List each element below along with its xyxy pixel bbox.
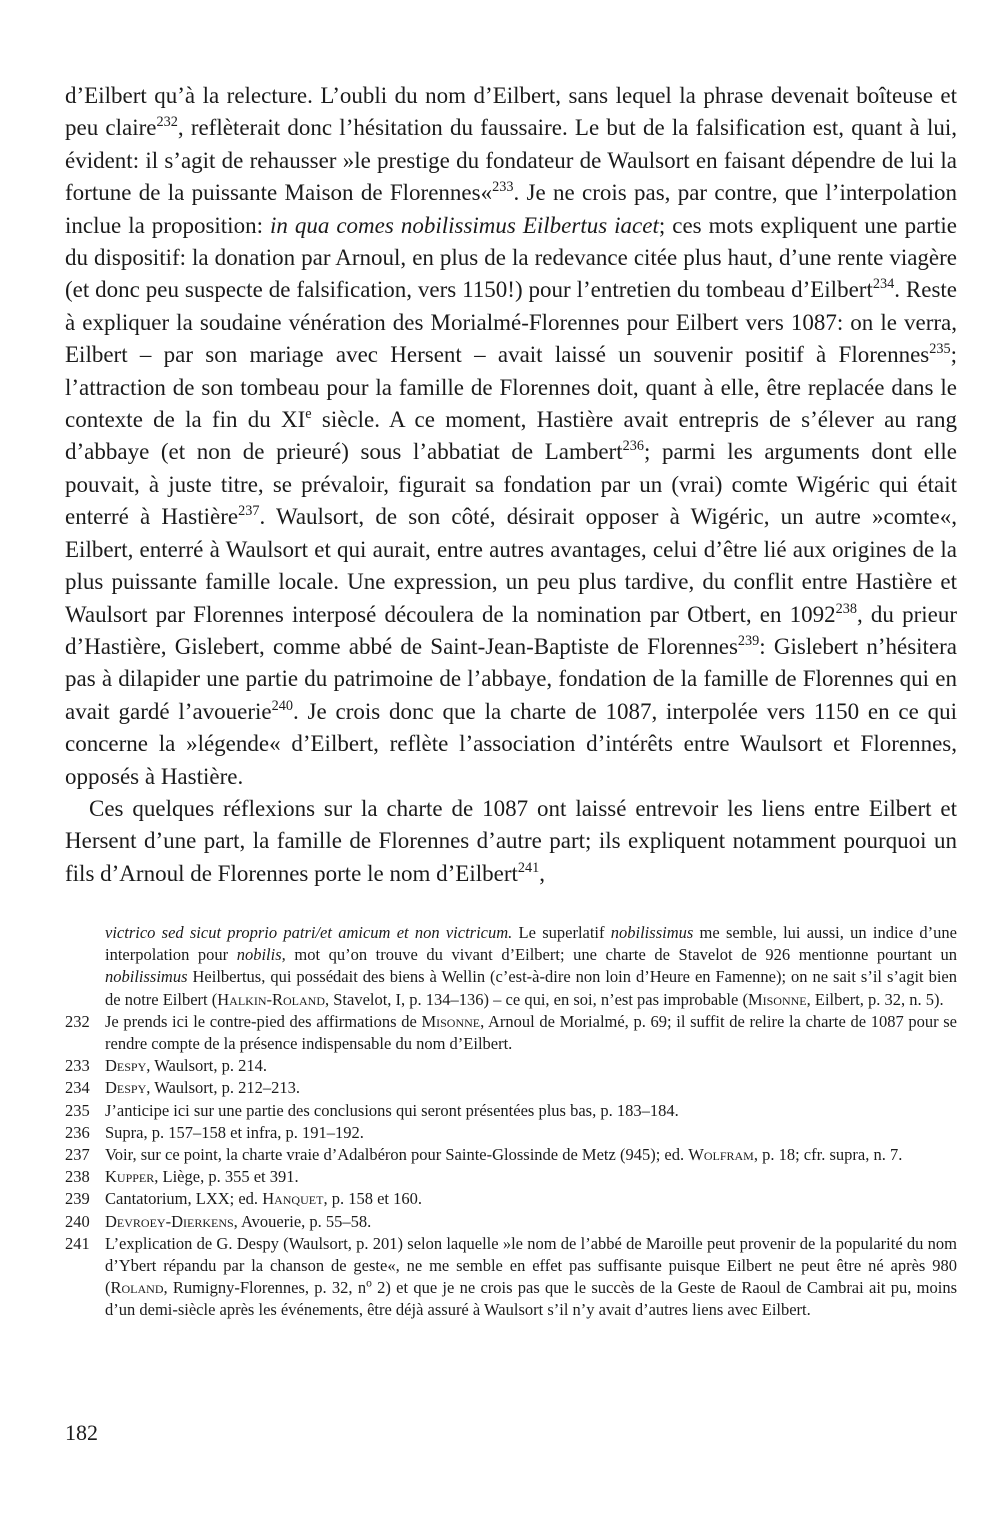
- footnote-text: [105, 1166, 957, 1188]
- author-name: Despy: [105, 1078, 147, 1098]
- author-name: Despy: [105, 1056, 147, 1076]
- text-run: ; parmi les arguments dont elle pouvait, à juste titre, se prévaloir, figurait sa fondation par un (vrai) comte Wigéric qui était enterré à Hastière: [65, 439, 957, 530]
- author-name: Misonne: [421, 1011, 481, 1031]
- text-run: Voir, sur ce point, la charte vraie d’Adalbéron pour Sainte-Glossinde de Metz (945); ed.: [105, 1145, 689, 1165]
- text-run: , Arnoul de Morialmé, p. 69; il suffit de relire la charte de 1087 pour se rendre compte de la présence indispensable du nom d’Eilbert.: [105, 1011, 958, 1054]
- century-suffix: e: [305, 406, 312, 423]
- author-name: Kupper: [105, 1167, 155, 1187]
- footnote-number: 232: [65, 1011, 90, 1031]
- text-run: , Liège, p. 355 et 391.: [154, 1167, 299, 1187]
- footnote-ref-239[interactable]: 239: [737, 633, 760, 650]
- main-text: [65, 80, 957, 890]
- author-name: Halkin-Roland: [217, 989, 325, 1009]
- footnote-237: [65, 1144, 957, 1166]
- author-name: Wolfram: [688, 1145, 754, 1165]
- text-run: me semble, lui aussi, un indice d’une interpolation pour: [105, 923, 957, 965]
- footnote-text: Supra, p. 157–158 et infra, p. 191–192.: [105, 1122, 364, 1142]
- footnote-ref-241[interactable]: 241: [517, 859, 540, 876]
- text-run: ; l’attraction de son tombeau pour la famille de Florennes doit, quant à elle, être replacée dans le contexte de la fin du XI: [65, 342, 957, 433]
- footnote-238: [65, 1166, 957, 1188]
- footnote-text: [105, 1233, 957, 1322]
- footnote-ref-236[interactable]: 236: [622, 438, 644, 455]
- latin-term: nobilissimus: [105, 967, 188, 987]
- latin-quote: in qua comes nobilissimus Eilbertus iacet: [269, 212, 659, 238]
- footnote-ref-240[interactable]: 240: [271, 697, 293, 714]
- text-run: , reflèterait donc l’hésitation du faussaire. Le but de la falsification est, quant à lui, évident: il s’agit de rehausser »le prestige du fondateur de Waulsort en faisant dépendre de lui la fortune de la puissante Maison de Florennes«: [65, 115, 957, 206]
- page-number: 182: [65, 1420, 98, 1445]
- author-name: Roland: [110, 1278, 164, 1298]
- text-run: . Je ne crois pas, par contre, que l’interpolation inclue la proposition:: [65, 180, 957, 238]
- footnote-ref-235[interactable]: 235: [929, 341, 951, 358]
- text-run: . Reste à expliquer la soudaine vénération des Morialmé-Florennes pour Eilbert vers 1087: on le verra, Eilbert – par son mariage avec Hersent – avait laissé un souvenir positif à Florennes: [65, 277, 957, 368]
- footnote-number: 233: [65, 1056, 90, 1076]
- author-name: Misonne: [747, 989, 807, 1009]
- paragraph-2: [65, 793, 957, 890]
- text-run: , Waulsort, p. 212–213.: [146, 1078, 301, 1098]
- text-run: , Rumigny-Florennes, p. 32, n: [163, 1278, 367, 1298]
- text-run: , du prieur d’Hastière, Gislebert, comme abbé de Saint-Jean-Baptiste de Florennes: [65, 601, 957, 659]
- footnote-232: [65, 1011, 957, 1055]
- footnote-241: [65, 1233, 957, 1322]
- footnote-number: 240: [65, 1211, 90, 1231]
- paragraph-1: [65, 80, 957, 793]
- footnote-ref-237[interactable]: 237: [238, 503, 260, 520]
- footnote-text: [105, 1011, 957, 1055]
- footnote-text: [105, 1077, 957, 1099]
- footnote-240: [65, 1211, 957, 1233]
- footnote-text: [105, 1211, 957, 1233]
- latin-term: nobilissimus: [610, 923, 694, 942]
- footnote-continuation: [105, 922, 957, 1011]
- footnote-number: 239: [65, 1189, 90, 1209]
- text-run: . Je crois donc que la charte de 1087, interpolée vers 1150 en ce qui concerne la »légende« d’Eilbert, reflète l’association d’intérêts entre Waulsort et Florennes, opposés à Hastière.: [65, 698, 958, 789]
- text-run: Je prends ici le contre-pied des affirmations de: [105, 1011, 422, 1031]
- text-run: ,: [539, 860, 545, 886]
- numero-suffix: o: [366, 1277, 372, 1290]
- text-run: , Eilbert, p. 32, n. 5).: [806, 989, 944, 1009]
- text-run: Cantatorium, LXX; ed.: [105, 1189, 263, 1209]
- footnote-233: [65, 1055, 957, 1077]
- footnote-number: 234: [65, 1078, 90, 1098]
- footnote-text: J’anticipe ici sur une partie des conclusions qui seront présentées plus bas, p. 183–184.: [105, 1100, 679, 1120]
- text-run: mot qu’on trouve du vivant d’Eilbert; une charte de Stavelot de 926 mentionne pourtant un: [285, 945, 957, 965]
- text-run: d’Eilbert qu’à la relecture. L’oubli du nom d’Eilbert, sans lequel la phrase devenait boîteuse et peu claire: [65, 83, 957, 141]
- text-run: : Gislebert n’hésitera pas à dilapider une partie du patrimoine de l’abbaye, fondation de la famille de Florennes qui en avait gardé l’avouerie: [65, 633, 958, 724]
- text-run: 2) et que je ne crois pas que le succès de la Geste de Raoul de Cambrai ait pu, moins d’un demi-siècle après les événements, être déjà assuré à Waulsort s’il n’y avait d’autres liens avec Eilbert.: [105, 1278, 957, 1320]
- footnote-235: [65, 1100, 957, 1122]
- text-run: . Waulsort, de son côté, désirait opposer à Wigéric, un autre »comte«, Eilbert, enterré à Waulsort et qui aurait, entre autres avantages, celui d’être lié aux origines de la plus puissante famille locale. Une expression, un peu plus tardive, du conflit entre Hastière et Waulsort par Florennes interposé découlera de la nomination par Otbert, en 1092: [65, 504, 957, 627]
- text-run: , Waulsort, p. 214.: [146, 1056, 268, 1076]
- footnote-239: [65, 1188, 957, 1210]
- author-name: Devroey-Dierkens: [105, 1211, 234, 1231]
- text-run: , Avouerie, p. 55–58.: [233, 1211, 372, 1231]
- footnote-236: [65, 1122, 957, 1144]
- text-run: siècle. A ce moment, Hastière avait entrepris de s’élever au rang d’abbaye (et non de prieuré) sous l’abbatiat de Lambert: [65, 407, 957, 465]
- footnote-text: [105, 1188, 957, 1210]
- text-run: Ces quelques réflexions sur la charte de 1087 ont laissé entrevoir les liens entre Eilbert et Hersent d’une part, la famille de Florennes d’autre part; ils expliquent notamment pourquoi un fils d’Arnoul de Florennes porte le nom d’Eilbert: [65, 795, 957, 886]
- footnote-ref-238[interactable]: 238: [835, 600, 857, 617]
- text-run: Le superlatif: [512, 923, 611, 942]
- latin-quote: victrico sed sicut proprio patri/et amicum et non victricum.: [105, 923, 513, 942]
- latin-term: nobilis,: [236, 945, 286, 965]
- footnote-ref-233[interactable]: 233: [492, 179, 514, 196]
- text-run: L’explication de G. Despy (Waulsort, p. 201) selon laquelle »le nom de l’abbé de Maroille peut provenir de la popularité du nom d’Ybert répandu par la chanson de geste«, ne me semble en effet pas suffisante puisque Eilbert ne peut être né après 980 (: [105, 1233, 957, 1298]
- footnote-ref-234[interactable]: 234: [872, 276, 895, 293]
- footnote-text: [105, 1144, 957, 1166]
- footnote-number: 235: [65, 1100, 90, 1120]
- text-run: , Stavelot, I, p. 134–136) – ce qui, en soi, n’est pas improbable (: [324, 989, 748, 1009]
- footnote-number: 241: [65, 1233, 90, 1253]
- text-run: ; ces mots expliquent une partie du dispositif: la donation par Arnoul, en plus de la redevance citée plus haut, d’une rente viagère (et donc peu suspecte de falsification, vers 1150!) pour l’entretien du tombeau d’Eilbert: [65, 212, 957, 303]
- footnote-text: [105, 1055, 957, 1077]
- text-run: , p. 158 et 160.: [323, 1189, 422, 1209]
- footnote-number: 237: [65, 1145, 90, 1165]
- footnote-number: 238: [65, 1167, 90, 1187]
- footnote-ref-232[interactable]: 232: [156, 114, 178, 131]
- footnote-number: 236: [65, 1122, 90, 1142]
- text-run: , p. 18; cfr. supra, n. 7.: [753, 1145, 903, 1165]
- author-name: Hanquet: [262, 1189, 324, 1209]
- footnotes: [65, 922, 957, 1322]
- footnote-234: [65, 1077, 957, 1099]
- text-run: Heilbertus, qui possédait des biens à Wellin (c’est-à-dire non loin d’Heure en Famenne); on ne sait s’il s’agit bien de notre Eilbert (: [105, 967, 957, 1009]
